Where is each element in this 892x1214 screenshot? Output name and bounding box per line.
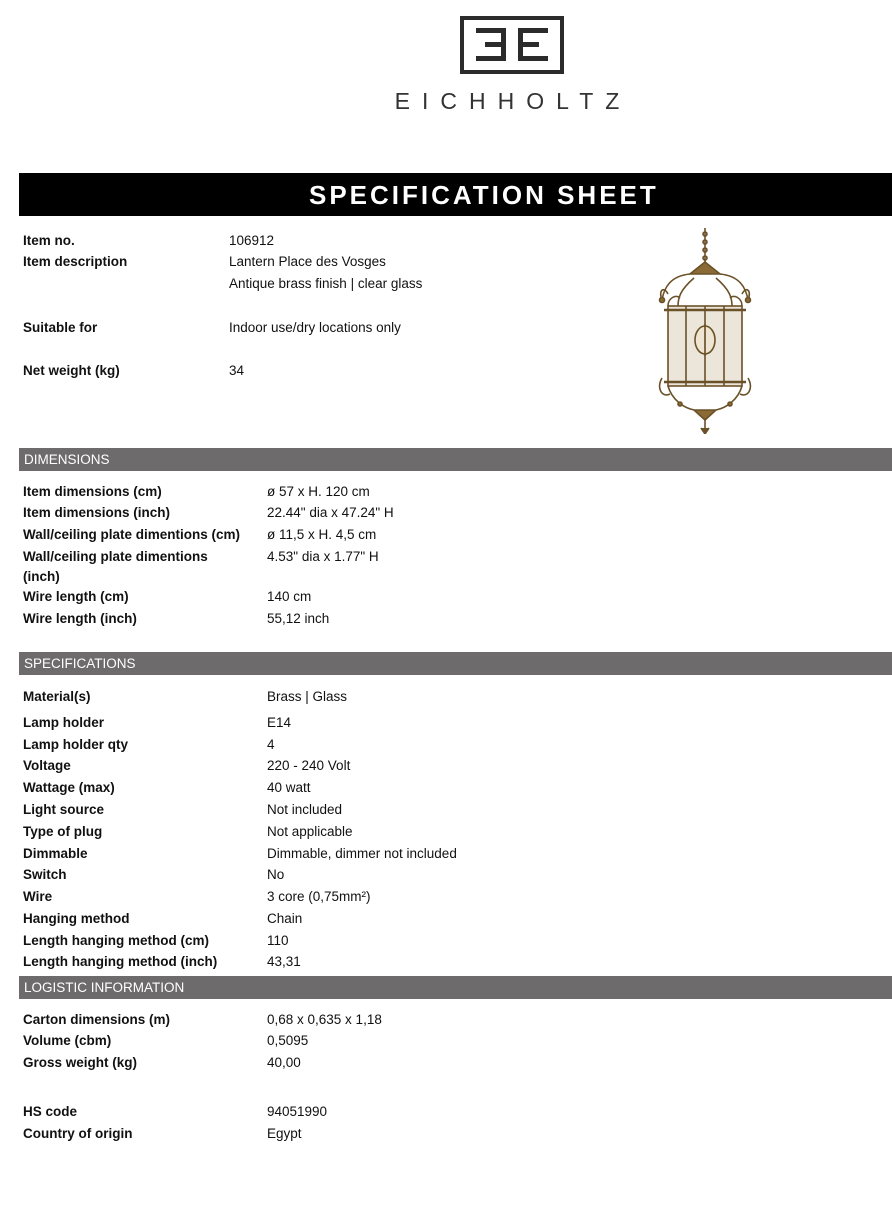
row-value: Egypt (267, 1126, 302, 1141)
row-label: Lamp holder (23, 715, 105, 730)
row-value: 3 core (0,75mm²) (267, 889, 371, 904)
section-header-specifications (19, 652, 892, 675)
row-value: 55,12 inch (267, 611, 330, 626)
eichholtz-logo-icon (460, 16, 564, 74)
row-label: Wall/ceiling plate dimentions (cm) (23, 527, 241, 542)
row-label: Hanging method (23, 911, 130, 926)
row-label: Voltage (23, 758, 71, 773)
row-label: HS code (23, 1104, 78, 1119)
row-label: Length hanging method (cm) (23, 933, 209, 948)
product-image (650, 228, 760, 434)
row-value: 22.44" dia x 47.24" H (267, 505, 394, 520)
row-label: Wire length (cm) (23, 589, 129, 604)
row-label: Volume (cbm) (23, 1033, 112, 1048)
row-value: 0,5095 (267, 1033, 309, 1048)
row-value: ø 57 x H. 120 cm (267, 484, 370, 499)
row-label: Item no. (23, 233, 75, 248)
row-value: No (267, 867, 285, 882)
row-label: Item dimensions (cm) (23, 484, 162, 499)
row-value: E14 (267, 715, 292, 730)
page-title: SPECIFICATION SHEET (309, 180, 659, 210)
row-label: Country of origin (23, 1126, 133, 1141)
row-label: Net weight (kg) (23, 363, 120, 378)
row-label: Suitable for (23, 320, 98, 335)
row-value: Indoor use/dry locations only (229, 320, 401, 335)
row-label: Wire length (inch) (23, 611, 137, 626)
row-label: Material(s) (23, 689, 91, 704)
row-label: Switch (23, 867, 67, 882)
row-value: Brass | Glass (267, 689, 348, 704)
section-heading: LOGISTIC INFORMATION (24, 980, 185, 995)
row-value: 4.53" dia x 1.77" H (267, 549, 379, 564)
section-heading: SPECIFICATIONS (24, 656, 136, 671)
row-value: Not included (267, 802, 343, 817)
row-value: 106912 (229, 233, 275, 248)
row-label: Gross weight (kg) (23, 1055, 138, 1070)
row-value: 140 cm (267, 589, 312, 604)
row-label: Carton dimensions (m) (23, 1012, 171, 1027)
row-value: 34 (229, 363, 245, 378)
row-value: 40 watt (267, 780, 311, 795)
row-value: ø 11,5 x H. 4,5 cm (267, 527, 377, 542)
row-value: 220 - 240 Volt (267, 758, 351, 773)
row-label: Wattage (max) (23, 780, 115, 795)
section-heading: DIMENSIONS (24, 452, 110, 467)
row-value: 94051990 (267, 1104, 328, 1119)
row-value: Lantern Place des Vosges (229, 254, 386, 269)
row-value: 40,00 (267, 1055, 301, 1070)
title-bar (19, 173, 892, 216)
row-label: Length hanging method (inch) (23, 954, 218, 969)
row-label: Wall/ceiling plate dimentions (inch) (23, 549, 208, 584)
row-label: Light source (23, 802, 105, 817)
row-value: Not applicable (267, 824, 353, 839)
row-label: Lamp holder qty (23, 737, 129, 752)
row-label: Item dimensions (inch) (23, 505, 171, 520)
row-value: Dimmable, dimmer not included (267, 846, 457, 861)
row-value: 110 (267, 933, 289, 948)
row-label: Type of plug (23, 824, 103, 839)
row-value: 43,31 (267, 954, 301, 969)
row-label: Wire (23, 889, 53, 904)
row-value: 0,68 x 0,635 x 1,18 (267, 1012, 382, 1027)
row-value: Chain (267, 911, 303, 926)
row-value: 4 (267, 737, 275, 752)
brand-name: EICHHOLTZ (394, 88, 632, 114)
section-header-dimensions (19, 448, 892, 471)
row-label: Item description (23, 254, 128, 269)
section-header-logistic (19, 976, 892, 999)
row-label: Dimmable (23, 846, 88, 861)
row-value: Antique brass finish | clear glass (229, 276, 423, 291)
